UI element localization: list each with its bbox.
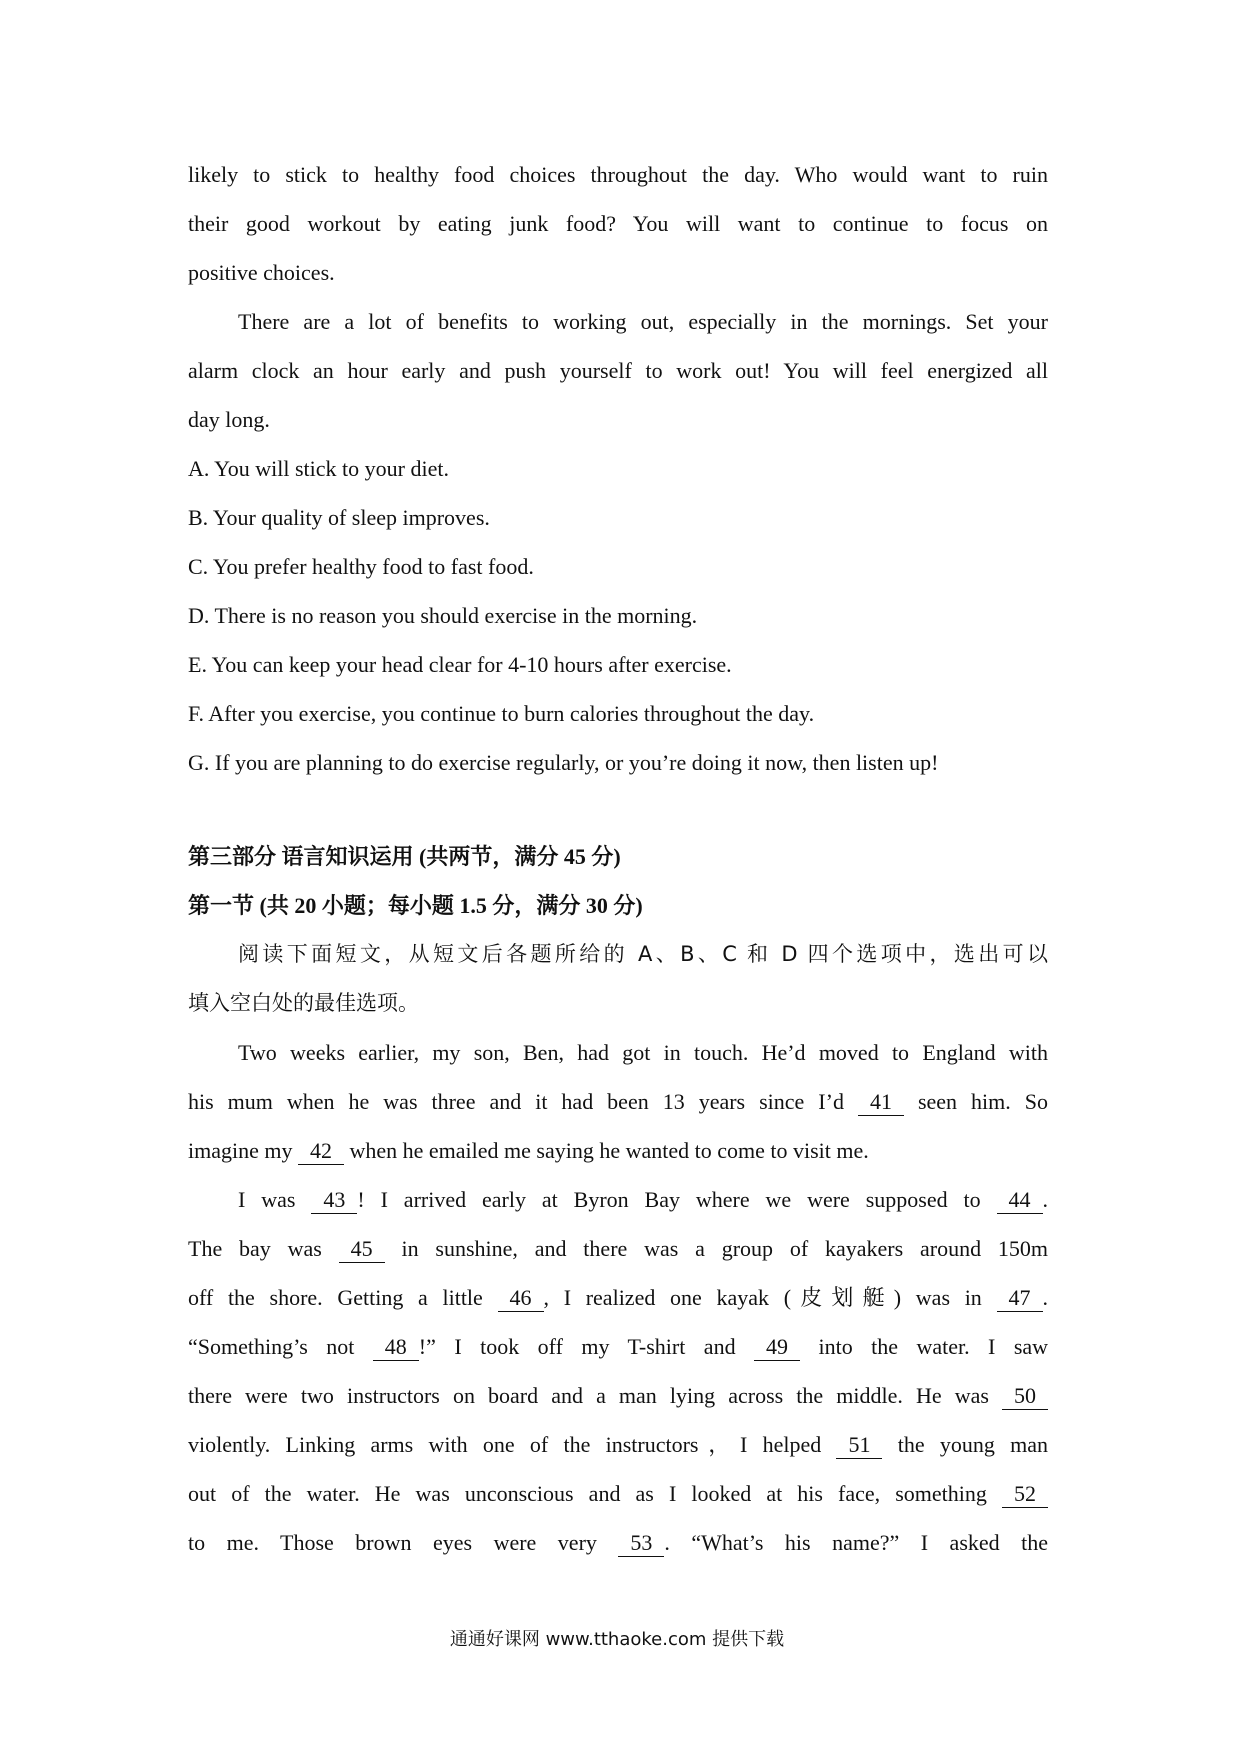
cloze-text: , I realized one kayak (皮划艇) was in: [543, 1285, 982, 1310]
cloze-line: [188, 1077, 1048, 1126]
blank-45: 45: [339, 1236, 385, 1263]
blank-46: 46: [498, 1285, 544, 1312]
option-g: G. If you are planning to do exercise regularly, or you’re doing it now, then listen up!: [188, 750, 939, 775]
option-c: C. You prefer healthy food to fast food.: [188, 554, 534, 579]
blank-48: 48: [373, 1334, 419, 1361]
cloze-text: . “What’s his name?” I asked the: [664, 1530, 1049, 1555]
option-d: D. There is no reason you should exercise in the morning.: [188, 603, 698, 628]
conclusion-line: There are a lot of benefits to working out, especially in the mornings. Set your: [238, 309, 1048, 334]
section-subtitle: 第一节 (共 20 小题；每小题 1.5 分，满分 30 分): [188, 893, 643, 918]
cloze-text: .: [1042, 1187, 1049, 1212]
cloze-text: I was: [238, 1187, 296, 1212]
cloze-text: ! I arrived early at Byron Bay where we were supposed to: [357, 1187, 981, 1212]
page-footer: 通通好课网 www.tthaoke.com 提供下载: [449, 1629, 785, 1650]
blank-47: 47: [997, 1285, 1043, 1312]
cloze-line: Two weeks earlier, my son, Ben, had got in touch. He’d moved to England with: [238, 1040, 1048, 1065]
cloze-text: into the water. I saw: [818, 1334, 1049, 1359]
cloze-text: violently. Linking arms with one of the instructors，I helped: [188, 1432, 822, 1457]
cloze-text: imagine my: [188, 1138, 293, 1163]
option-e: E. You can keep your head clear for 4-10 hours after exercise.: [188, 652, 732, 677]
cloze-line: [188, 1371, 1048, 1420]
part-title: 第三部分 语言知识运用 (共两节，满分 45 分): [188, 844, 621, 869]
cloze-text: seen him. So: [917, 1089, 1049, 1114]
document-page: [188, 150, 1048, 1567]
cloze-line: [188, 1469, 1048, 1518]
cloze-text: !” I took off my T-shirt and: [418, 1334, 736, 1359]
blank-42: 42: [298, 1138, 344, 1165]
cloze-text: out of the water. He was unconscious and as I looked at his face, something: [188, 1481, 987, 1506]
cloze-text: off the shore. Getting a little: [188, 1285, 483, 1310]
cloze-line: [188, 1518, 1048, 1567]
cloze-line: [188, 1175, 1048, 1224]
conclusion-line: alarm clock an hour early and push yourself to work out! You will feel energized all: [188, 358, 1048, 383]
cloze-text: in sunshine, and there was a group of kayakers around 150m: [401, 1236, 1049, 1261]
blank-49: 49: [754, 1334, 800, 1361]
blank-43: 43: [311, 1187, 357, 1214]
passage-line: positive choices.: [188, 260, 335, 285]
cloze-text: his mum when he was three and it had been 13 years since I’d: [188, 1089, 844, 1114]
section-gap: [188, 787, 1048, 832]
cloze-text: The bay was: [188, 1236, 322, 1261]
conclusion-line: day long.: [188, 407, 270, 432]
option-a: A. You will stick to your diet.: [188, 456, 449, 481]
blank-41: 41: [858, 1089, 904, 1116]
cloze-line: [188, 1420, 1048, 1469]
cloze-text: when he emailed me saying he wanted to come to visit me.: [349, 1138, 869, 1163]
option-b: B. Your quality of sleep improves.: [188, 505, 490, 530]
blank-52: 52: [1002, 1481, 1048, 1508]
blank-51: 51: [836, 1432, 882, 1459]
cloze-line: [188, 1273, 1048, 1322]
instruction-line: 阅读下面短文，从短文后各题所给的 A、B、C 和 D 四个选项中，选出可以: [238, 942, 1048, 966]
passage-line: their good workout by eating junk food? You will want to continue to focus on: [188, 211, 1048, 236]
blank-50: 50: [1002, 1383, 1048, 1410]
blank-44: 44: [997, 1187, 1043, 1214]
cloze-text: .: [1042, 1285, 1049, 1310]
instruction-line: 填入空白处的最佳选项。: [188, 991, 419, 1015]
cloze-text: the young man: [897, 1432, 1049, 1457]
cloze-line: [188, 1224, 1048, 1273]
passage-line: likely to stick to healthy food choices throughout the day. Who would want to ruin: [188, 162, 1048, 187]
cloze-text: there were two instructors on board and a man lying across the middle. He was: [188, 1383, 989, 1408]
cloze-line: [188, 1126, 1048, 1175]
cloze-line: [188, 1322, 1048, 1371]
blank-53: 53: [618, 1530, 664, 1557]
option-f: F. After you exercise, you continue to burn calories throughout the day.: [188, 701, 815, 726]
cloze-text: to me. Those brown eyes were very: [188, 1530, 597, 1555]
cloze-text: “Something’s not: [188, 1334, 355, 1359]
